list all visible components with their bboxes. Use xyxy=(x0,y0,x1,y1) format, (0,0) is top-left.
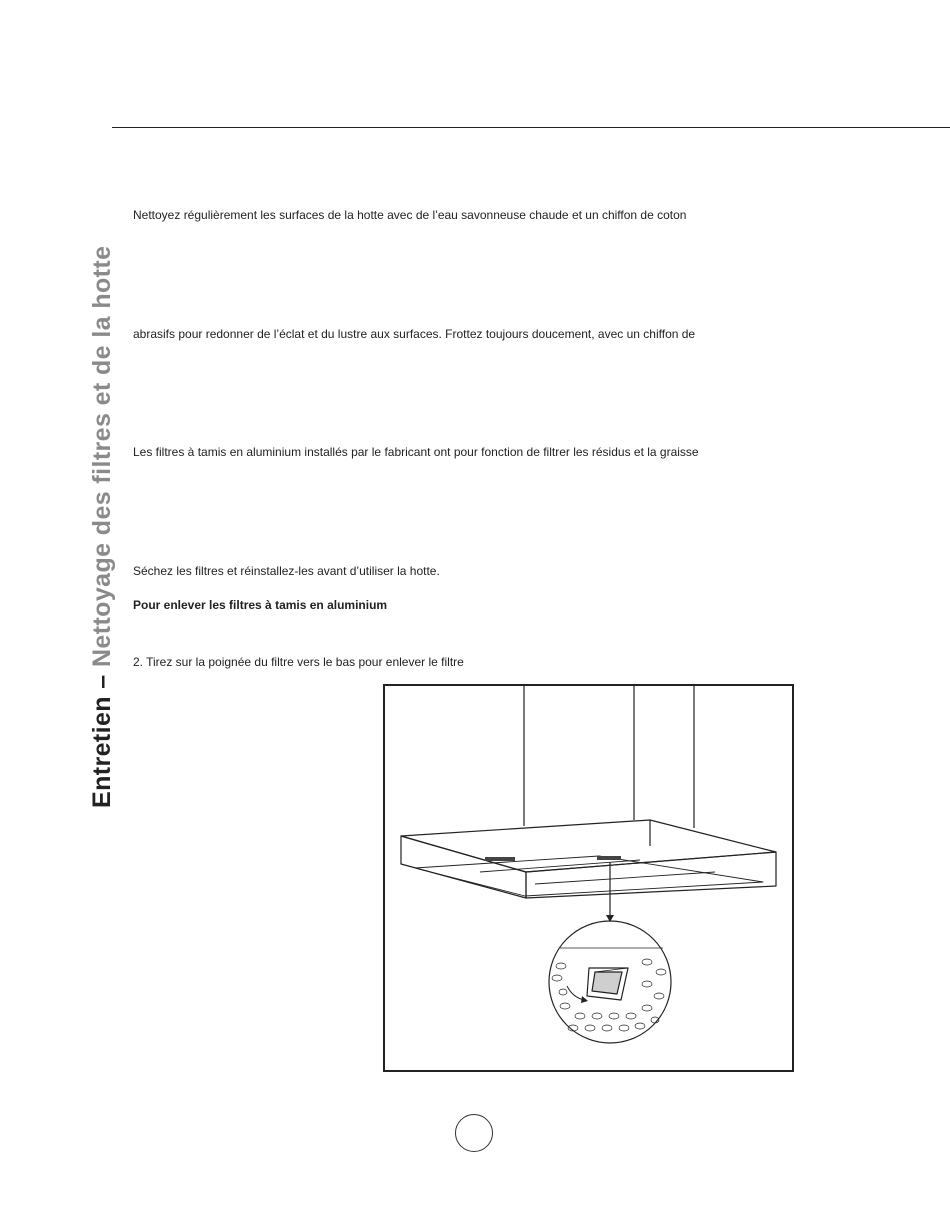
page-number-circle xyxy=(455,1114,493,1152)
side-title-suffix: Nettoyage des filtres et de la hotte xyxy=(88,245,116,668)
hood-front-left xyxy=(401,836,526,898)
side-title xyxy=(88,246,117,808)
range-hood-figure xyxy=(383,684,794,1072)
section-heading-remove-filters: Pour enlever les filtres à tamis en aluminium xyxy=(133,598,388,612)
paragraph-dry-filters: Séchez les filtres et réinstallez-les avant d’utiliser la hotte. xyxy=(133,564,440,578)
paragraph-filters: Les filtres à tamis en aluminium installés par le fabricant ont pour fonction de filtrer les résidus et la graisse xyxy=(133,445,699,459)
paragraph-cleaning-surfaces: Nettoyez régulièrement les surfaces de la hotte avec de l’eau savonneuse chaude et un chiffon de coton xyxy=(133,208,687,222)
side-title-prefix: Entretien – xyxy=(88,674,116,808)
range-hood-illustration xyxy=(385,686,792,1070)
paragraph-abrasives: abrasifs pour redonner de l’éclat et du lustre aux surfaces. Frottez toujours doucement, avec un chiffon de xyxy=(133,327,696,341)
step-2-text: 2. Tirez sur la poignée du filtre vers le bas pour enlever le filtre xyxy=(133,655,464,669)
header-rule xyxy=(112,127,950,128)
hood-front-right xyxy=(526,852,776,898)
